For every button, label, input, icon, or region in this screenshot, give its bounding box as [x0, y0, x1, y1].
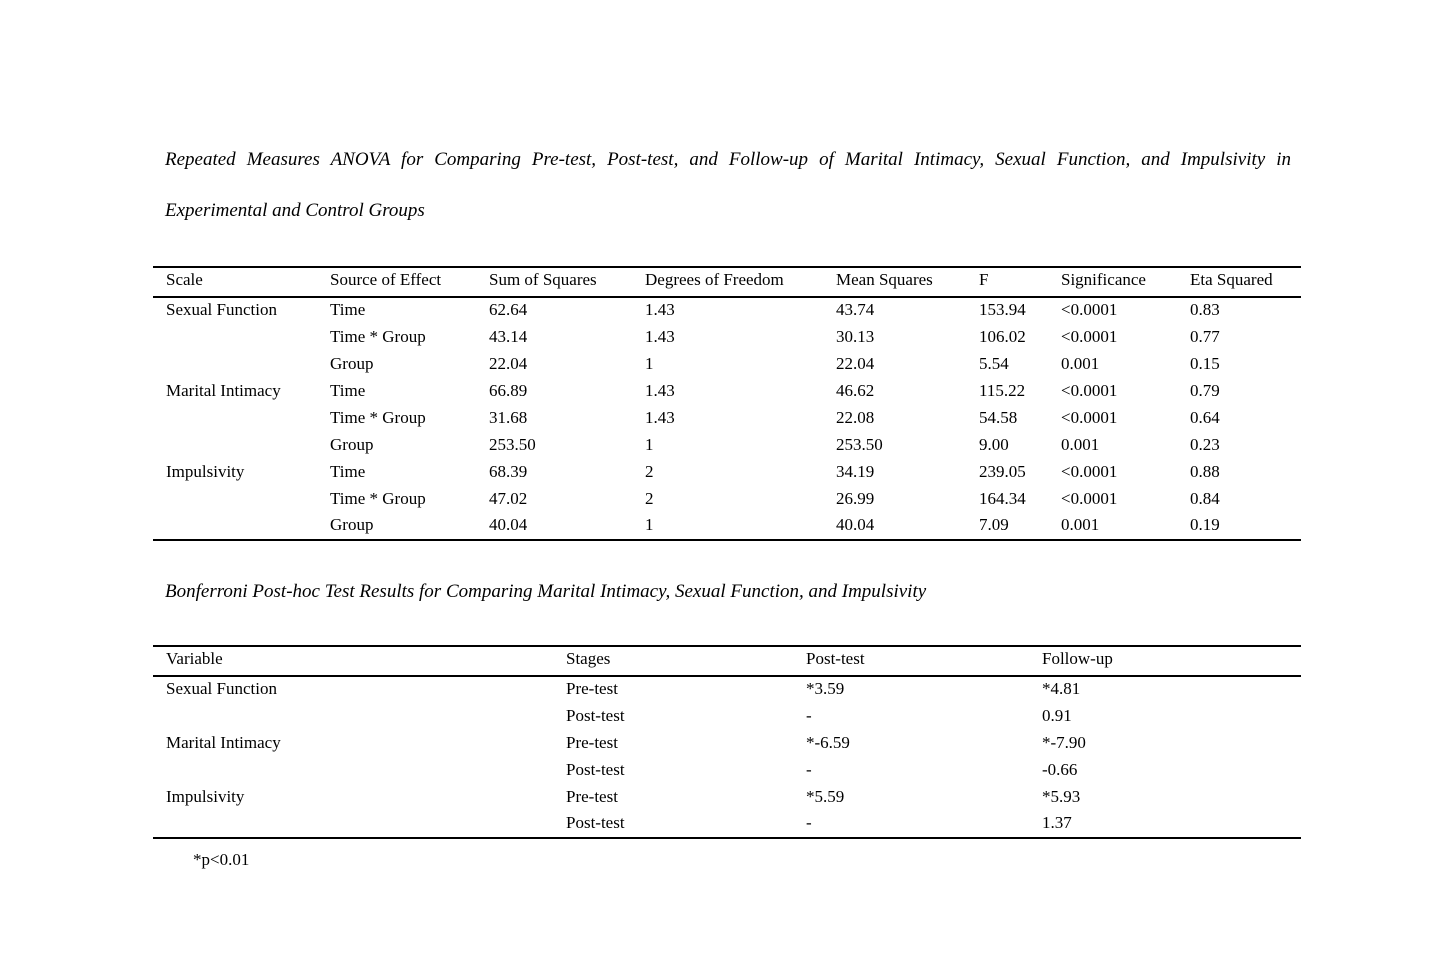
table-cell: -	[806, 813, 812, 832]
table-cell: 43.74	[836, 300, 875, 319]
table-cell: 31.68	[489, 408, 528, 427]
table-cell: 0.88	[1190, 462, 1220, 481]
anova-table-caption: Repeated Measures ANOVA for Comparing Pre-test, Post-test, and Follow-up of Marital Intimacy, Sexual Function, and Impulsivity in Experimental and Control Groups	[165, 149, 1291, 221]
table-cell: 2	[645, 489, 654, 508]
table-cell: 1.43	[645, 381, 675, 400]
table-cell: 253.50	[489, 435, 536, 454]
table-row	[153, 757, 1301, 784]
table-cell: Time	[330, 300, 366, 319]
column-header: Variable	[166, 649, 223, 668]
anova-table	[153, 266, 1301, 541]
posthoc-header-row	[153, 646, 1301, 676]
column-header: Eta Squared	[1190, 270, 1273, 289]
table-cell: Impulsivity	[166, 787, 245, 806]
table-row	[153, 811, 1301, 838]
table-cell: 0.64	[1190, 408, 1220, 427]
table-cell	[153, 513, 330, 540]
table-row	[153, 378, 1301, 405]
table-cell: *-7.90	[1042, 733, 1086, 752]
table-cell	[153, 324, 330, 351]
table-cell	[153, 405, 330, 432]
table-cell: Time * Group	[330, 327, 426, 346]
table-cell: Marital Intimacy	[166, 733, 281, 752]
posthoc-table-body	[153, 676, 1301, 838]
column-header: Scale	[166, 270, 203, 289]
table-cell: *3.59	[806, 679, 845, 698]
posthoc-table-caption: Bonferroni Post-hoc Test Results for Comparing Marital Intimacy, Sexual Function, and Impulsivity	[165, 581, 927, 602]
table-cell: Post-test	[566, 813, 625, 832]
table-cell	[153, 432, 330, 459]
column-header: Sum of Squares	[489, 270, 597, 289]
table-cell: 239.05	[979, 462, 1026, 481]
table-cell: 1	[645, 435, 654, 454]
table-row	[153, 784, 1301, 811]
table-row	[153, 703, 1301, 730]
table-cell: -	[806, 760, 812, 779]
table-cell: 0.77	[1190, 327, 1220, 346]
table-cell: 1.43	[645, 327, 675, 346]
table-cell: <0.0001	[1061, 327, 1118, 346]
table-cell: Pre-test	[566, 733, 618, 752]
table-cell: 0.001	[1061, 435, 1100, 454]
table-cell: 164.34	[979, 489, 1026, 508]
table-cell: 22.04	[489, 354, 528, 373]
table-cell: <0.0001	[1061, 489, 1118, 508]
table-cell: 34.19	[836, 462, 875, 481]
table-cell: -0.66	[1042, 760, 1078, 779]
posthoc-table	[153, 645, 1301, 839]
table-row	[153, 513, 1301, 540]
table-cell: *5.93	[1042, 787, 1081, 806]
table-cell: Time * Group	[330, 408, 426, 427]
table-cell: Post-test	[566, 760, 625, 779]
table-row	[153, 297, 1301, 324]
table-cell: 22.04	[836, 354, 875, 373]
table-cell: 46.62	[836, 381, 875, 400]
table-cell: 7.09	[979, 515, 1009, 534]
table-row	[153, 486, 1301, 513]
table-cell: 253.50	[836, 435, 883, 454]
table-row	[153, 432, 1301, 459]
significance-footnote: *p<0.01	[193, 850, 250, 869]
table-cell: <0.0001	[1061, 408, 1118, 427]
table-cell	[153, 703, 566, 730]
table-cell: 0.001	[1061, 354, 1100, 373]
table-cell: 47.02	[489, 489, 528, 508]
table-cell: 0.83	[1190, 300, 1220, 319]
anova-header-row	[153, 267, 1301, 297]
column-header: Mean Squares	[836, 270, 933, 289]
table-cell	[153, 757, 566, 784]
table-cell	[153, 486, 330, 513]
table-cell: 0.79	[1190, 381, 1220, 400]
table-row	[153, 459, 1301, 486]
table-cell: *-6.59	[806, 733, 850, 752]
table-cell: Time	[330, 462, 366, 481]
table-cell: *4.81	[1042, 679, 1081, 698]
table-cell: 0.19	[1190, 515, 1220, 534]
table-cell: 26.99	[836, 489, 875, 508]
table-cell: 2	[645, 462, 654, 481]
table-cell: 62.64	[489, 300, 528, 319]
column-header: Significance	[1061, 270, 1146, 289]
table-cell: 153.94	[979, 300, 1026, 319]
table-cell: 1.37	[1042, 813, 1072, 832]
table-row	[153, 405, 1301, 432]
table-cell: 30.13	[836, 327, 875, 346]
table-row	[153, 676, 1301, 703]
table-cell: 0.84	[1190, 489, 1220, 508]
table-cell: Sexual Function	[166, 300, 277, 319]
table-cell: 106.02	[979, 327, 1026, 346]
table-cell: 0.91	[1042, 706, 1072, 725]
table-cell: 0.001	[1061, 515, 1100, 534]
table-cell: Impulsivity	[166, 462, 245, 481]
table-cell: <0.0001	[1061, 381, 1118, 400]
table-cell: Group	[330, 354, 374, 373]
column-header: Stages	[566, 649, 611, 668]
column-header: Follow-up	[1042, 649, 1113, 668]
table-cell: 40.04	[489, 515, 528, 534]
column-header: Post-test	[806, 649, 865, 668]
table-cell: <0.0001	[1061, 462, 1118, 481]
table-cell: Time	[330, 381, 366, 400]
table-cell	[153, 351, 330, 378]
table-cell: 0.23	[1190, 435, 1220, 454]
table-cell: 9.00	[979, 435, 1009, 454]
table-cell: Group	[330, 435, 374, 454]
table-cell: <0.0001	[1061, 300, 1118, 319]
table-cell: Pre-test	[566, 787, 618, 806]
table-cell: 0.15	[1190, 354, 1220, 373]
table-row	[153, 351, 1301, 378]
table-cell: Time * Group	[330, 489, 426, 508]
table-cell: Sexual Function	[166, 679, 277, 698]
column-header: F	[979, 270, 989, 289]
table-cell: 1.43	[645, 408, 675, 427]
table-row	[153, 324, 1301, 351]
table-cell: Post-test	[566, 706, 625, 725]
table-cell: Group	[330, 515, 374, 534]
table-cell: Pre-test	[566, 679, 618, 698]
table-cell: 68.39	[489, 462, 528, 481]
table-cell: 1.43	[645, 300, 675, 319]
table-cell: 115.22	[979, 381, 1026, 400]
table-cell	[153, 811, 566, 838]
table-cell: -	[806, 706, 812, 725]
column-header: Degrees of Freedom	[645, 270, 784, 289]
table-cell: Marital Intimacy	[166, 381, 281, 400]
table-cell: 22.08	[836, 408, 875, 427]
table-cell: 40.04	[836, 515, 875, 534]
table-cell: 1	[645, 515, 654, 534]
table-cell: *5.59	[806, 787, 845, 806]
table-row	[153, 730, 1301, 757]
table-cell: 54.58	[979, 408, 1018, 427]
table-cell: 1	[645, 354, 654, 373]
anova-table-body	[153, 297, 1301, 540]
table-cell: 43.14	[489, 327, 528, 346]
table-cell: 66.89	[489, 381, 528, 400]
table-cell: 5.54	[979, 354, 1009, 373]
column-header: Source of Effect	[330, 270, 442, 289]
